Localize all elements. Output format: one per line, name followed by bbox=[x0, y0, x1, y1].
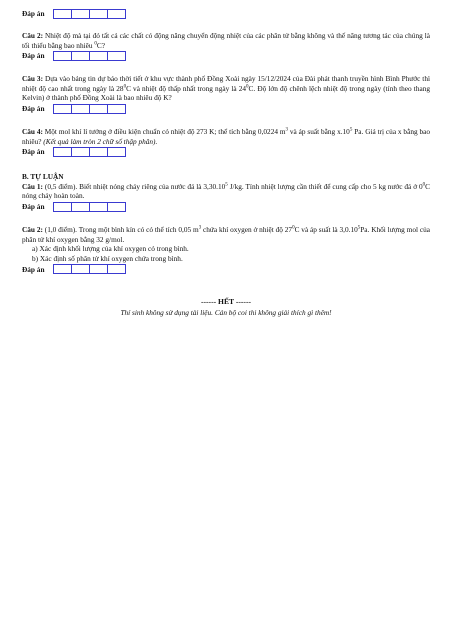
end-marker: ------ HẾT ------ bbox=[200, 297, 252, 307]
answer-box[interactable] bbox=[89, 264, 108, 274]
question-text: C nóng chảy hoàn toàn. bbox=[22, 181, 430, 201]
essay-question-2 bbox=[22, 225, 430, 244]
answer-box[interactable] bbox=[89, 202, 108, 212]
question-text: Pa. Khối lượng mol của phân tử khí oxygen bằng 32 g/mol. bbox=[22, 224, 430, 244]
question-text: C và áp suất là 3,0.10 bbox=[294, 224, 358, 234]
question-2 bbox=[22, 31, 430, 50]
question-text: J/kg. Tính nhiệt lượng cần thiết để cung cấp cho 5 kg nước đá ở 0 bbox=[227, 181, 423, 191]
answer-box[interactable] bbox=[89, 147, 108, 157]
essay-question-1 bbox=[22, 182, 430, 201]
answer-box[interactable] bbox=[71, 264, 90, 274]
answer-label: Đáp án bbox=[22, 264, 45, 274]
answer-row-2 bbox=[22, 50, 430, 62]
answer-label: Đáp án bbox=[22, 147, 45, 157]
question-3 bbox=[22, 74, 430, 103]
section-heading: B. TỰ LUẬN bbox=[22, 172, 64, 182]
question-4 bbox=[22, 127, 430, 146]
answer-box[interactable] bbox=[71, 147, 90, 157]
question-text: Dựa vào bảng tin dự báo thời tiết ở khu vực thành phố Đồng Xoài ngày 15/12/2024 của Đài phát thanh truyền hình Bình Phước thì nhiệt độ cao nhất trong ngày là 28 bbox=[22, 74, 430, 93]
answer-box[interactable] bbox=[53, 9, 72, 19]
answer-box[interactable] bbox=[89, 104, 108, 114]
answer-boxes[interactable] bbox=[54, 264, 126, 274]
superscript: 0 bbox=[292, 225, 295, 231]
superscript: 3 bbox=[285, 127, 289, 133]
answer-row-6 bbox=[22, 263, 430, 275]
question-text: Pa. Giá trị của x bằng bao nhiêu? bbox=[22, 126, 431, 146]
superscript: 5 bbox=[349, 127, 353, 133]
superscript: 0 bbox=[246, 84, 249, 90]
answer-row-1 bbox=[22, 8, 430, 20]
answer-box[interactable] bbox=[107, 104, 126, 114]
sub-item-b: b) Xác định số phân tử khí oxygen chứa trong bình. bbox=[32, 253, 183, 263]
superscript: 5 bbox=[357, 225, 361, 231]
answer-box[interactable] bbox=[71, 202, 90, 212]
question-text: Nhiệt độ mà tại đó tất cả các chất có động năng chuyển động nhiệt của các phân tử bằng không và thế năng tương tác của chúng là tối thiểu bằng bao nhiêu bbox=[22, 31, 430, 50]
answer-boxes[interactable] bbox=[54, 147, 126, 157]
question-text: C? bbox=[96, 40, 105, 50]
question-title: Câu 2: bbox=[22, 31, 44, 40]
answer-label: Đáp án bbox=[22, 51, 45, 61]
answer-box[interactable] bbox=[71, 9, 90, 19]
answer-box[interactable] bbox=[89, 9, 108, 19]
exam-page bbox=[22, 8, 430, 318]
answer-box[interactable] bbox=[71, 51, 90, 61]
answer-row-3 bbox=[22, 103, 430, 115]
superscript: 0 bbox=[123, 84, 127, 90]
question-text: Một mol khí lí tưởng ở điều kiện chuẩn có nhiệt độ 273 K; thể tích bằng 0,0224 m bbox=[44, 126, 286, 136]
answer-label: Đáp án bbox=[22, 9, 45, 19]
question-text: C. Độ lớn độ chênh lệch nhiệt độ trong ngày (tính theo thang Kelvin) ở thành phố Đồng Xoài là bao nhiêu độ K? bbox=[22, 83, 431, 103]
sub-item-a: a) Xác định khối lượng của khí oxygen có trong bình. bbox=[32, 244, 189, 254]
answer-box[interactable] bbox=[107, 9, 126, 19]
answer-box[interactable] bbox=[107, 264, 126, 274]
answer-box[interactable] bbox=[89, 51, 108, 61]
question-title: Câu 4: bbox=[22, 126, 43, 136]
question-text: (1,0 điểm). Trong một bình kín có có thể tích 0,05 m bbox=[44, 224, 199, 234]
footer-note: Thí sinh không sử dụng tài liệu. Cán bộ coi thi không giải thích gì thêm! bbox=[120, 307, 332, 317]
question-title: Câu 2: bbox=[22, 224, 43, 234]
answer-box[interactable] bbox=[53, 264, 72, 274]
answer-row-4 bbox=[22, 146, 430, 158]
answer-box[interactable] bbox=[53, 202, 72, 212]
question-title: Câu 3: bbox=[22, 74, 44, 84]
answer-box[interactable] bbox=[107, 51, 126, 61]
answer-label: Đáp án bbox=[22, 202, 45, 212]
answer-box[interactable] bbox=[107, 202, 126, 212]
superscript: 5 bbox=[225, 182, 228, 188]
answer-box[interactable] bbox=[53, 51, 72, 61]
answer-box[interactable] bbox=[107, 147, 126, 157]
answer-boxes[interactable] bbox=[54, 9, 126, 19]
question-text: C và nhiệt độ thấp nhất trong ngày là 24 bbox=[126, 83, 247, 93]
question-text: (0,5 điểm). Biết nhiệt nóng chảy riêng của nước đá là 3,30.10 bbox=[44, 181, 226, 191]
answer-box[interactable] bbox=[53, 147, 72, 157]
answer-box[interactable] bbox=[71, 104, 90, 114]
superscript: 0 bbox=[422, 182, 426, 188]
answer-row-5 bbox=[22, 201, 430, 213]
superscript: 3 bbox=[198, 225, 202, 231]
answer-box[interactable] bbox=[53, 104, 72, 114]
answer-boxes[interactable] bbox=[54, 202, 126, 212]
question-text: và áp suất bằng x.10 bbox=[288, 126, 350, 136]
question-title: Câu 1: bbox=[22, 181, 43, 191]
answer-label: Đáp án bbox=[22, 104, 45, 114]
superscript: 0 bbox=[94, 41, 97, 47]
answer-boxes[interactable] bbox=[54, 51, 126, 61]
answer-boxes[interactable] bbox=[54, 104, 126, 114]
question-note: (Kết quả làm tròn 2 chữ số thập phân). bbox=[43, 136, 158, 146]
question-text: chứa khí oxygen ở nhiệt độ 27 bbox=[201, 224, 293, 234]
